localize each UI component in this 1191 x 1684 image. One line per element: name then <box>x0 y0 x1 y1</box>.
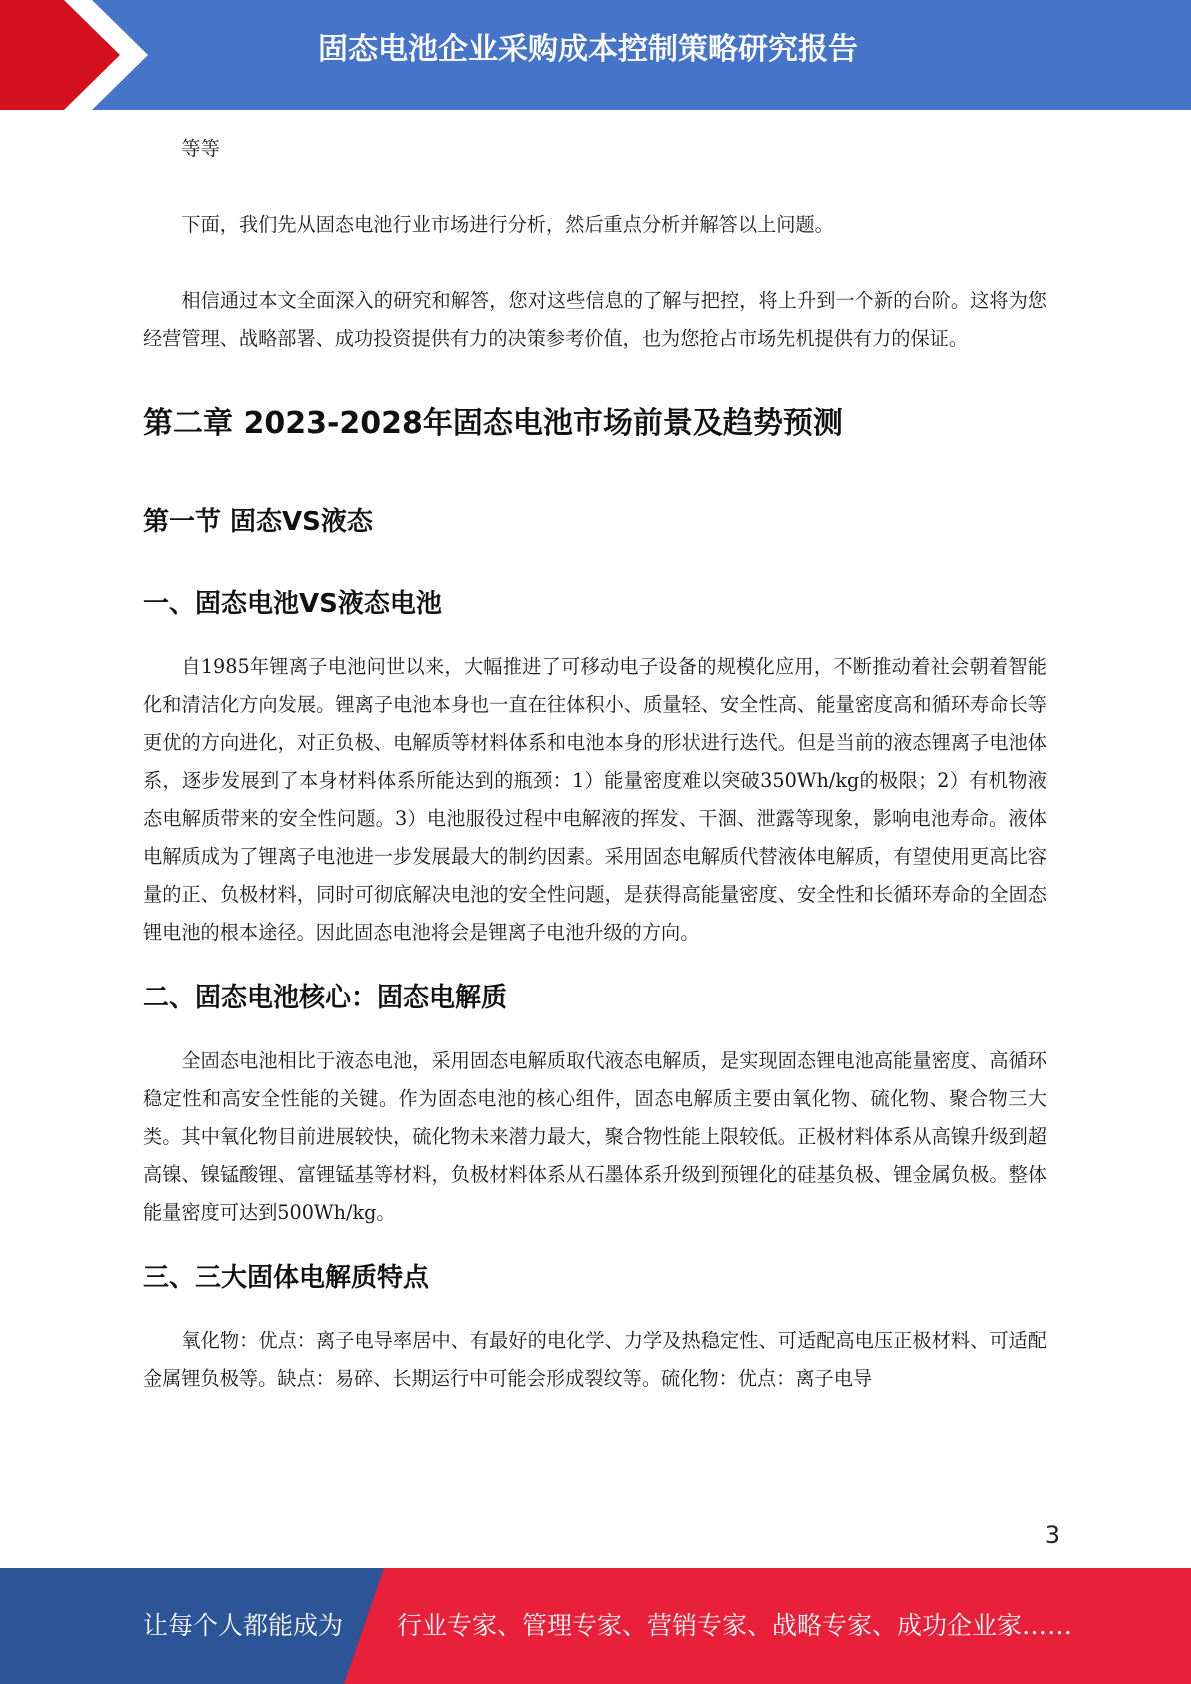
paragraph-etc: 等等 <box>181 137 220 160</box>
subsection-title-3: 三、三大固体电解质特点 <box>143 1263 430 1293</box>
subsection-text-2: 全固态电池相比于液态电池，采用固态电解质取代液态电解质，是实现固态锂电池高能量密度、高循环稳定性和高安全性能的关键。作为固态电池的核心组件，固态电解质主要由氧化物、硫化物、聚合物三大类。其中氧化物目前进展较快，硫化物未来潜力最大，聚合物性能上限较低。正极材料体系从高镍升级到超高镍、镍锰酸锂、富锂锰基等材料，负极材料体系从石墨体系升级到预锂化的硅基负极、锂金属负极。整体能量密度可达到500Wh/kg。 <box>143 1049 1047 1224</box>
subsection-title-2: 二、固态电池核心：固态电解质 <box>143 983 508 1013</box>
header-title: 固态电池企业采购成本控制策略研究报告 <box>318 32 858 67</box>
page-header <box>0 0 1191 110</box>
page-number: 3 <box>1044 1521 1060 1549</box>
section-title: 第一节 固态VS液态 <box>143 507 373 537</box>
footer-slogan-right: 行业专家、管理专家、营销专家、战略专家、成功企业家…… <box>397 1611 1073 1640</box>
page-footer <box>0 1568 1191 1684</box>
page-content <box>143 130 1047 1398</box>
paragraph-intro: 下面，我们先从固态电池行业市场进行分析，然后重点分析并解答以上问题。 <box>181 213 834 236</box>
subsection-title-1: 一、固态电池VS液态电池 <box>143 589 442 619</box>
paragraph-trust: 相信通过本文全面深入的研究和解答，您对这些信息的了解与把控，将上升到一个新的台阶。这将为您经营管理、战略部署、成功投资提供有力的决策参考价值，也为您抢占市场先机提供有力的保证。 <box>143 289 1047 350</box>
header-arrow-decoration <box>0 0 160 110</box>
subsection-text-3: 氧化物：优点：离子电导率居中、有最好的电化学、力学及热稳定性、可适配高电压正极材料、可适配金属锂负极等。缺点：易碎、长期运行中可能会形成裂纹等。硫化物：优点：离子电导 <box>143 1329 1047 1390</box>
subsection-text-1: 自1985年锂离子电池问世以来，大幅推进了可移动电子设备的规模化应用，不断推动着社会朝着智能化和清洁化方向发展。锂离子电池本身也一直在往体积小、质量轻、安全性高、能量密度高和循环寿命长等更优的方向进化，对正负极、电解质等材料体系和电池本身的形状进行迭代。但是当前的液态锂离子电池体系，逐步发展到了本身材料体系所能达到的瓶颈：1）能量密度难以突破350Wh/kg的极限；2）有机物液态电解质带来的安全性问题。3）电池服役过程中电解液的挥发、干涸、泄露等现象，影响电池寿命。液体电解质成为了锂离子电池进一步发展最大的制约因素。采用固态电解质代替液体电解质，有望使用更高比容量的正、负极材料，同时可彻底解决电池的安全性问题，是获得高能量密度、安全性和长循环寿命的全固态锂电池的根本途径。因此固态电池将会是锂离子电池升级的方向。 <box>143 655 1047 944</box>
chapter-title: 第二章 2023-2028年固态电池市场前景及趋势预测 <box>143 406 843 441</box>
footer-slogan-left: 让每个人都能成为 <box>143 1611 344 1640</box>
